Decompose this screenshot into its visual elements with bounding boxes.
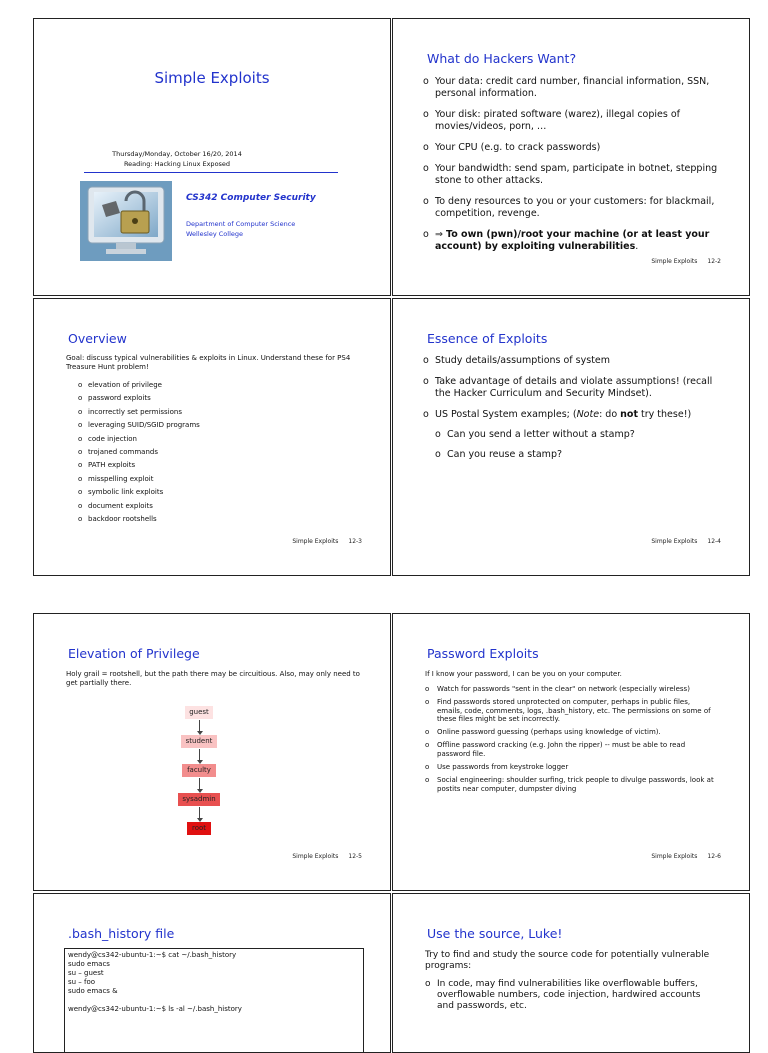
slide-heading: Overview bbox=[68, 331, 127, 346]
list-item: o Your data: credit card number, financial information, SSN, personal information. bbox=[423, 76, 728, 100]
list-item: o PATH exploits bbox=[78, 459, 368, 472]
text: : do bbox=[599, 409, 621, 420]
list-item: o Your bandwidth: send spam, participate in botnet, stepping stone to other attacks. bbox=[423, 163, 728, 187]
terminal-line: sudo emacs bbox=[68, 960, 110, 968]
privilege-arrow bbox=[199, 807, 200, 819]
list-item: o trojaned commands bbox=[78, 446, 368, 459]
slide-footer bbox=[651, 853, 721, 860]
date-line: Thursday/Monday, October 16/20, 2014 bbox=[112, 150, 242, 158]
list-item: o symbolic link exploits bbox=[78, 486, 368, 499]
list-item: o elevation of privilege bbox=[78, 379, 368, 392]
privilege-arrow bbox=[199, 778, 200, 790]
topic-list bbox=[78, 379, 368, 526]
list-item: o Social engineering: shoulder surfing, trick people to divulge passwords, look at postits near computer, dumpster diving bbox=[425, 776, 715, 793]
list-item: o document exploits bbox=[78, 500, 368, 513]
list-item: o leveraging SUID/SGID programs bbox=[78, 419, 368, 432]
slide-overview bbox=[33, 298, 391, 576]
college-name: Wellesley College bbox=[186, 230, 244, 238]
list-item: o misspelling exploit bbox=[78, 473, 368, 486]
footer-title: Simple Exploits bbox=[651, 258, 698, 265]
list-item: o Take advantage of details and violate assumptions! (recall the Hacker Curriculum and Security Mindset). bbox=[423, 376, 728, 400]
slide-heading: Use the source, Luke! bbox=[427, 926, 563, 941]
slide-footer bbox=[651, 538, 721, 545]
text: US Postal System examples; ( bbox=[435, 409, 577, 420]
terminal-line: sudo emacs & bbox=[68, 987, 118, 995]
department-name: Department of Computer Science bbox=[186, 220, 296, 228]
implies-arrow-icon: ⇒ bbox=[435, 229, 443, 240]
privilege-node-sysadmin: sysadmin bbox=[178, 793, 220, 806]
list-item: o Your CPU (e.g. to crack passwords) bbox=[423, 142, 728, 154]
slide-essence bbox=[392, 298, 750, 576]
slide-hackers-want bbox=[392, 18, 750, 296]
text: try these!) bbox=[638, 409, 692, 420]
note-text: Note bbox=[576, 409, 600, 420]
list-item: o Offline password cracking (e.g. John the ripper) -- must be able to read password file. bbox=[425, 741, 715, 758]
slide-number: 12-2 bbox=[707, 258, 721, 265]
list-item: o Study details/assumptions of system bbox=[423, 355, 728, 367]
slide-title bbox=[33, 18, 391, 296]
slide-elevation bbox=[33, 613, 391, 891]
privilege-node-faculty: faculty bbox=[182, 764, 216, 777]
privilege-node-root: root bbox=[187, 822, 211, 835]
list-item: o Your disk: pirated software (warez), illegal copies of movies/videos, porn, … bbox=[423, 109, 728, 133]
slide-heading: Elevation of Privilege bbox=[68, 646, 200, 661]
slide-number: 12-5 bbox=[348, 853, 362, 860]
slide-footer bbox=[651, 258, 721, 265]
privilege-arrow bbox=[199, 720, 200, 732]
slide-number: 12-3 bbox=[348, 538, 362, 545]
privilege-node-student: student bbox=[181, 735, 217, 748]
list-item: o Use passwords from keystroke logger bbox=[425, 763, 715, 772]
footer-title: Simple Exploits bbox=[651, 538, 698, 545]
list-item: o password exploits bbox=[78, 392, 368, 405]
presentation-title: Simple Exploits bbox=[154, 69, 270, 87]
bold-text: To own (pwn)/root your machine (or at least your account) by exploiting vulnerabilities bbox=[435, 229, 710, 252]
title-divider bbox=[84, 172, 338, 173]
bullet-list bbox=[425, 979, 715, 1012]
slide-number: 12-4 bbox=[707, 538, 721, 545]
course-name: CS342 Computer Security bbox=[186, 193, 316, 203]
footer-title: Simple Exploits bbox=[651, 853, 698, 860]
bullet-list bbox=[423, 355, 728, 470]
slide-intro: Goal: discuss typical vulnerabilities & exploits in Linux. Understand these for PS4 Treasure Hunt problem! bbox=[66, 354, 351, 371]
slide-heading: .bash_history file bbox=[68, 926, 175, 941]
list-item: o Online password guessing (perhaps using knowledge of victim). bbox=[425, 728, 715, 737]
slide-intro: Try to find and study the source code for potentially vulnerable programs: bbox=[425, 950, 710, 971]
slide-password bbox=[392, 613, 750, 891]
slide-use-source bbox=[392, 893, 750, 1053]
bullet-list bbox=[425, 685, 715, 798]
slide-number: 12-6 bbox=[707, 853, 721, 860]
list-item: o To deny resources to you or your customers: for blackmail, competition, revenge. bbox=[423, 196, 728, 220]
not-text: not bbox=[620, 409, 639, 420]
sentence-end: . bbox=[635, 241, 639, 252]
terminal-line: wendy@cs342-ubuntu-1:~$ ls -al ~/.bash_history bbox=[68, 1005, 242, 1013]
bullet-list bbox=[423, 76, 728, 262]
sub-item: o Can you send a letter without a stamp? bbox=[435, 429, 728, 441]
list-item bbox=[423, 229, 728, 253]
date-reading bbox=[34, 149, 320, 169]
list-item: o backdoor rootshells bbox=[78, 513, 368, 526]
computer-lock-logo bbox=[80, 181, 172, 261]
slide-bash-history bbox=[33, 893, 391, 1053]
terminal-line: su – guest bbox=[68, 969, 104, 977]
slide-footer bbox=[292, 538, 362, 545]
terminal-line bbox=[68, 996, 360, 1005]
terminal-line: wendy@cs342-ubuntu-1:~$ cat ~/.bash_history bbox=[68, 951, 237, 959]
slide-footer bbox=[292, 853, 362, 860]
footer-title: Simple Exploits bbox=[292, 853, 339, 860]
slide-intro: Holy grail = rootshell, but the path there may be circuitious. Also, may only need to get partially there. bbox=[66, 670, 360, 687]
reading-line: Reading: Hacking Linux Exposed bbox=[123, 160, 231, 168]
privilege-chain bbox=[34, 614, 391, 891]
privilege-arrow bbox=[199, 749, 200, 761]
slide-heading: What do Hackers Want? bbox=[427, 51, 577, 66]
list-item: o Watch for passwords "sent in the clear" on network (especially wireless) bbox=[425, 685, 715, 694]
terminal-line: su – foo bbox=[68, 978, 96, 986]
slide-intro: If I know your password, I can be you on your computer. bbox=[425, 670, 622, 678]
sub-item: o Can you reuse a stamp? bbox=[435, 449, 728, 461]
list-item bbox=[423, 409, 728, 461]
footer-title: Simple Exploits bbox=[292, 538, 339, 545]
privilege-node-guest: guest bbox=[185, 706, 213, 719]
sub-list bbox=[435, 429, 728, 461]
slide-heading: Essence of Exploits bbox=[427, 331, 548, 346]
list-item: o incorrectly set permissions bbox=[78, 406, 368, 419]
terminal-output bbox=[64, 948, 364, 1053]
list-item: o Find passwords stored unprotected on computer, perhaps in public files, emails, code, comments, logs, .bash_history, etc. The permissions on some of these files might be set incorrectly. bbox=[425, 698, 715, 724]
slide-heading: Password Exploits bbox=[427, 646, 539, 661]
list-item: o code injection bbox=[78, 433, 368, 446]
list-item: o In code, may find vulnerabilities like overflowable buffers, overflowable numbers, code injection, hardwired accounts and passwords, etc. bbox=[425, 979, 715, 1012]
department bbox=[186, 219, 295, 239]
